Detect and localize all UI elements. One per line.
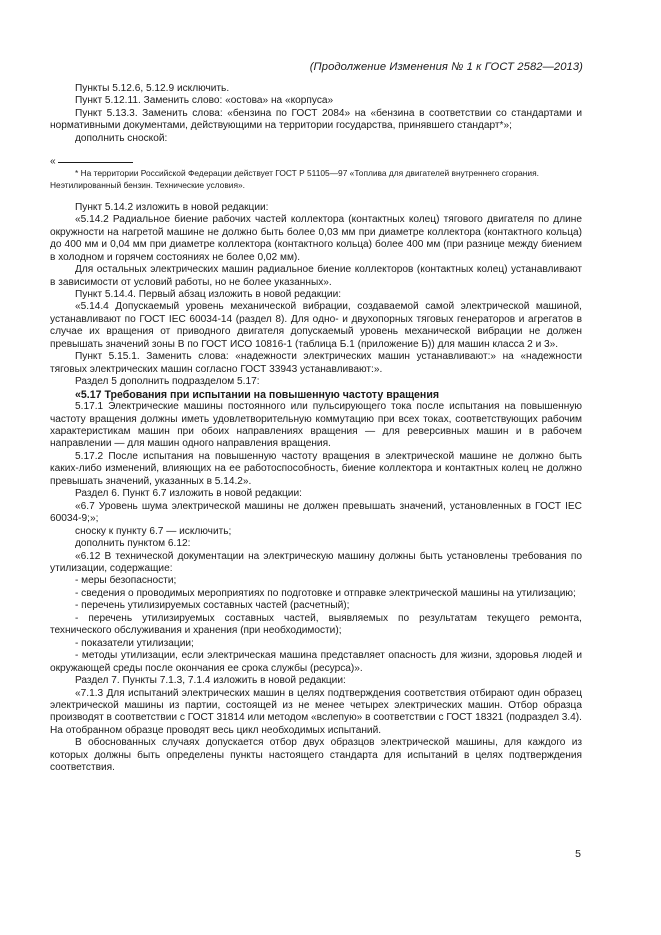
document-body	[50, 83, 582, 775]
footnote-text: * На территории Российской Федерации действует ГОСТ Р 51105—97 «Топлива для двигателей внутреннего сгорания. Неэтилированный бензин. Технические условия».	[50, 168, 539, 190]
paragraph: сноску к пункту 6.7 — исключить;	[75, 525, 232, 537]
paragraph: «5.14.4 Допускаемый уровень механической вибрации, создаваемой самой электрической машиной, устанавливают по ГОСТ IEC 60034-14 (раздел 8). Для одно- и двухопорных тяговых генераторов и агрегатов в случае их вращения от приводного двигателя допускаемый уровень механической вибрации не должен превышать значений зоны В по ГОСТ ИСО 10816-1 (таблица Б.1 (приложение Б)) для машин класса 2 и 3».	[50, 301, 582, 350]
section-heading: «5.17 Требования при испытании на повышенную частоту вращения	[75, 388, 440, 401]
list-item: - сведения о проводимых мероприятиях по подготовке и отправке электрической машины на утилизацию;	[75, 587, 576, 599]
paragraph: Для остальных электрических машин радиальное биение коллекторов (контактных колец) устанавливают в зависимости от условий работы, но не более указанных».	[50, 264, 582, 288]
paragraph: дополнить сноской:	[75, 132, 168, 144]
list-item: - перечень утилизируемых составных частей, выявляемых по результатам текущего ремонта, технического обслуживания и хранения (при необходимости);	[50, 612, 582, 637]
paragraph: Раздел 5 дополнить подразделом 5.17:	[75, 376, 260, 388]
paragraph: Пункт 5.14.4. Первый абзац изложить в новой редакции:	[75, 289, 342, 301]
footnote-rule	[58, 162, 133, 163]
paragraph: дополнить пунктом 6.12:	[75, 538, 191, 550]
paragraph: Раздел 6. Пункт 6.7 изложить в новой редакции:	[75, 488, 302, 500]
list-item: - показатели утилизации;	[75, 637, 194, 649]
page-number: 5	[575, 848, 581, 860]
list-item: - меры безопасности;	[75, 575, 177, 587]
paragraph: Пункт 5.15.1. Заменить слова: «надежности электрических машин устанавливают:» на «надежности тяговых электрических машин согласно ГОСТ 33943 устанавливают:».	[50, 351, 582, 375]
paragraph: 5.17.1 Электрические машины постоянного или пульсирующего тока после испытания на повышенную частоту вращения должны иметь удовлетворительную коммутацию при всех токах, соответствующих рабочим характеристикам машин при обоих направлениях вращения — для реверсивных машин и в рабочем направлении — для машин одного направления вращения.	[50, 401, 582, 450]
paragraph: Пункт 5.14.2 изложить в новой редакции:	[75, 201, 269, 213]
running-header: (Продолжение Изменения № 1 к ГОСТ 2582—2013)	[309, 61, 583, 73]
list-item: - перечень утилизируемых составных частей (расчетный);	[75, 600, 350, 612]
paragraph: «7.1.3 Для испытаний электрических машин в целях подтверждения соответствия отбирают один образец электрической машины из партии, состоящей из не менее четырех электрических машин. Отбор образца производят в соответствии с ГОСТ 31814 или методом «вслепую» в соответствии с ГОСТ 18321 (подраздел 3.4). На отобранном образце проводят весь цикл необходимых испытаний.	[50, 687, 582, 736]
footnote-open-quote: «	[50, 156, 56, 168]
paragraph: Пункты 5.12.6, 5.12.9 исключить.	[75, 83, 230, 94]
paragraph: «5.14.2 Радиальное биение рабочих частей коллектора (контактных колец) тягового двигателя по длине окружности на нагретой машине не должно быть более 0,03 мм при диаметре коллектора (контактного кольца) до 400 мм и 0,04 мм при диаметре коллектора (контактного кольца) более 400 мм (при разнице между биением в холодном и горячем состояниях не более 0,02 мм).	[50, 214, 582, 263]
paragraph: Раздел 7. Пункты 7.1.3, 7.1.4 изложить в новой редакции:	[75, 675, 346, 687]
paragraph: 5.17.2 После испытания на повышенную частоту вращения в электрической машине не должно быть каких-либо изменений, влияющих на ее работоспособность, биение коллектора и контактных колец не должно превышать значений, указанных в 5.14.2».	[50, 450, 582, 487]
list-item: - методы утилизации, если электрическая машина представляет опасность для жизни, здоровья людей и окружающей среды после окончания ее срока службы (ресурса)».	[50, 650, 582, 674]
paragraph: В обоснованных случаях допускается отбор двух образцов электрической машины, для каждого из которых должны быть определены пункты настоящего стандарта для испытаний в целях подтверждения соответствия.	[50, 737, 582, 774]
footnote-separator	[50, 156, 582, 168]
paragraph: Пункт 5.12.11. Заменить слово: «остова» на «корпуса»	[75, 95, 334, 107]
paragraph: «6.12 В технической документации на электрическую машину должны быть установлены требования по утилизации, содержащие:	[50, 550, 582, 574]
paragraph: Пункт 5.13.3. Заменить слова: «бензина по ГОСТ 2084» на «бензина в соответствии со стандартами и нормативными документами, действующими на территории государства, принявшего стандарт*»;	[50, 107, 582, 132]
paragraph: «6.7 Уровень шума электрической машины не должен превышать значений, установленных в ГОСТ IEC 60034-9;»;	[50, 500, 582, 525]
